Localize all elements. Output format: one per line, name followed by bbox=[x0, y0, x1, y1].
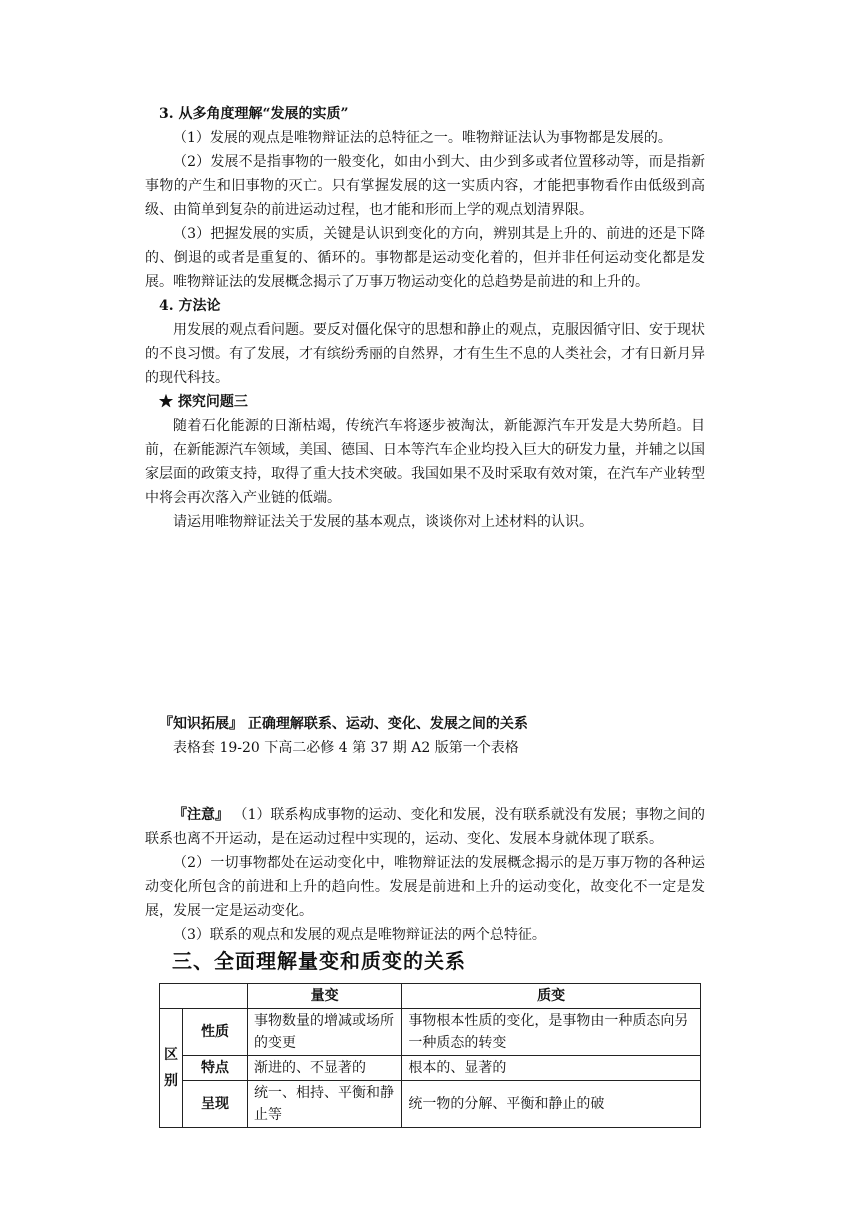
paragraph: （3）把握发展的实质，关键是认识到变化的方向，辨别其是上升的、前进的还是下降的、倒退的或者是重复的、循环的。事物都是运动变化着的，但并非任何运动变化都是发展。唯物辩证法的发展概念揭示了万事万物运动变化的总趋势是前进的和上升的。 bbox=[145, 226, 705, 290]
table-row bbox=[160, 1056, 701, 1081]
section-3 bbox=[145, 102, 705, 534]
table-row bbox=[160, 1009, 701, 1056]
section-3-heading: 3. 从多角度理解“发展的实质” bbox=[159, 106, 349, 122]
column-header-quant: 量变 bbox=[248, 984, 402, 1009]
comparison-table bbox=[159, 983, 701, 1128]
explore-heading: ★ 探究问题三 bbox=[159, 394, 248, 410]
extension-heading: 『知识拓展』 正确理解联系、运动、变化、发展之间的关系 bbox=[159, 716, 528, 732]
paragraph: （1）发展的观点是唯物辩证法的总特征之一。唯物辩证法认为事物都是发展的。 bbox=[173, 130, 672, 146]
group-label-char: 区 bbox=[164, 1047, 178, 1063]
table-cell: 事物数量的增减或场所的变更 bbox=[248, 1009, 402, 1056]
table-cell: 统一、相持、平衡和静止等 bbox=[248, 1081, 402, 1128]
paragraph: （3）联系的观点和发展的观点是唯物辩证法的两个总特征。 bbox=[173, 927, 546, 943]
column-header-qual: 质变 bbox=[402, 984, 701, 1009]
extension-note: 表格套 19-20 下高二必修 4 第 37 期 A2 版第一个表格 bbox=[173, 740, 519, 756]
row-label: 性质 bbox=[183, 1009, 248, 1056]
attention-label: 『注意』 bbox=[173, 807, 230, 823]
section-title: 三、全面理解量变和质变的关系 bbox=[172, 949, 466, 973]
paragraph: （2）发展不是指事物的一般变化，如由小到大、由少到多或者位置移动等，而是指新事物的产生和旧事物的灭亡。只有掌握发展的这一实质内容，才能把事物看作由低级到高级、由简单到复杂的前进运动过程，也才能和形而上学的观点划清界限。 bbox=[145, 154, 705, 218]
table-corner-cell bbox=[160, 984, 248, 1009]
paragraph: 用发展的观点看问题。要反对僵化保守的思想和静止的观点，克服因循守旧、安于现状的不良习惯。有了发展，才有缤纷秀丽的自然界，才有生生不息的人类社会，才有日新月异的现代科技。 bbox=[145, 322, 705, 386]
table-cell: 事物根本性质的变化，是事物由一种质态向另一种质态的转变 bbox=[402, 1009, 701, 1056]
knowledge-extension bbox=[145, 712, 705, 760]
paragraph: （2）一切事物都处在运动变化中，唯物辩证法的发展概念揭示的是万事万物的各种运动变化所包含的前进和上升的趋向性。发展是前进和上升的运动变化，故变化不一定是发展，发展一定是运动变化。 bbox=[145, 855, 705, 919]
table-cell: 根本的、显著的 bbox=[402, 1056, 701, 1081]
attention-block bbox=[145, 803, 705, 947]
group-label-char: 别 bbox=[164, 1073, 178, 1089]
row-label: 呈现 bbox=[183, 1081, 248, 1128]
section-4-heading: 4. 方法论 bbox=[159, 298, 221, 314]
paragraph: 随着石化能源的日渐枯竭，传统汽车将逐步被淘汰，新能源汽车开发是大势所趋。目前，在新能源汽车领域，美国、德国、日本等汽车企业均投入巨大的研发力量，并辅之以国家层面的政策支持，取得了重大技术突破。我国如果不及时采取有效对策，在汽车产业转型中将会再次落入产业链的低端。 bbox=[145, 418, 705, 506]
table-cell: 渐进的、不显著的 bbox=[248, 1056, 402, 1081]
paragraph: 请运用唯物辩证法关于发展的基本观点，谈谈你对上述材料的认识。 bbox=[173, 514, 593, 530]
attention-text-1: （1）联系构成事物的运动、变化和发展，没有联系就没有发展；事物之间的联系也离不开运动，是在运动过程中实现的，运动、变化、发展本身就体现了联系。 bbox=[145, 807, 706, 847]
row-label: 特点 bbox=[183, 1056, 248, 1081]
table-row bbox=[160, 1081, 701, 1128]
table-header-row bbox=[160, 984, 701, 1009]
group-label-cell bbox=[160, 1009, 183, 1128]
table-cell: 统一物的分解、平衡和静止的破 bbox=[402, 1081, 701, 1128]
